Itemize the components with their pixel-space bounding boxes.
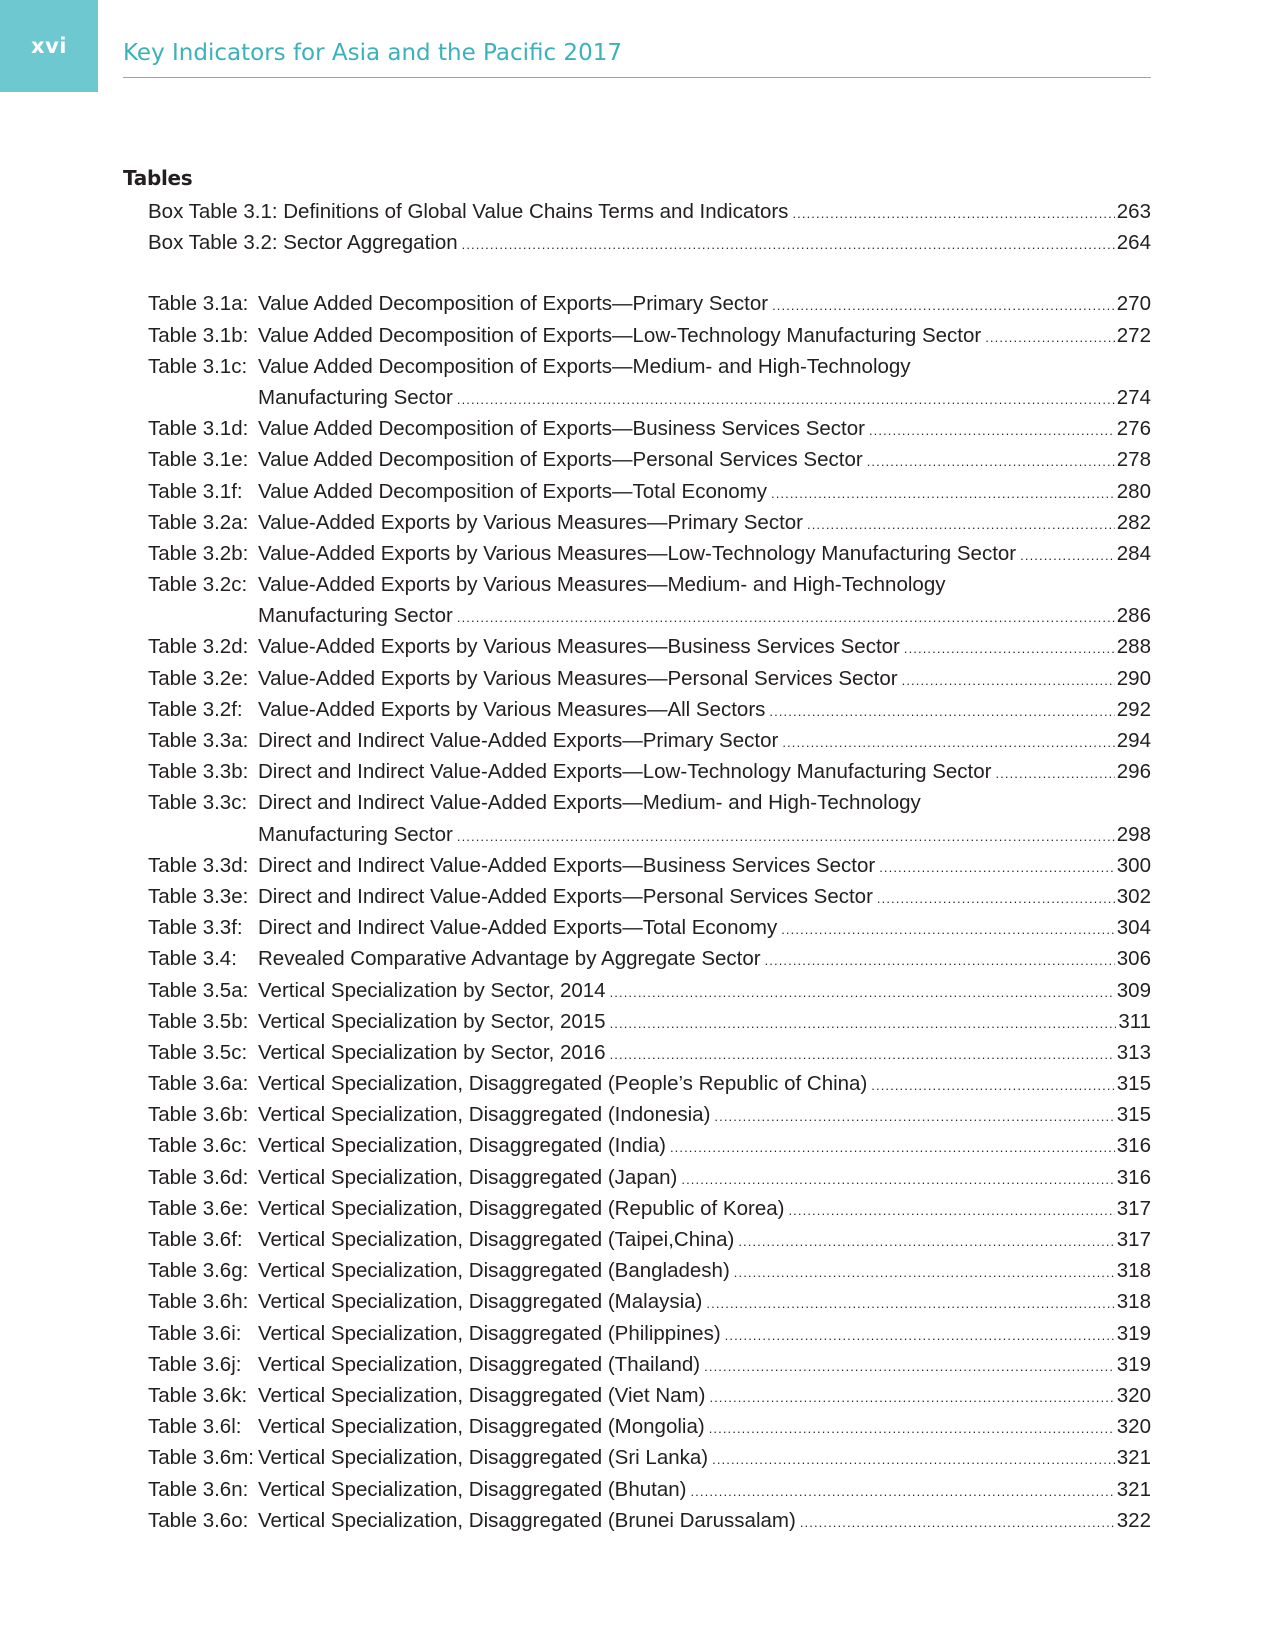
toc-entry-title: Value-Added Exports by Various Measures—Personal Services Sector — [258, 666, 898, 690]
toc-entry[interactable] — [148, 912, 1151, 943]
toc-entry-label: Box Table 3.1: — [148, 200, 278, 223]
dot-leader — [709, 1382, 1114, 1413]
toc-entry-page: 270 — [1116, 292, 1151, 316]
toc-entry-title: Vertical Specialization, Disaggregated (India) — [258, 1134, 666, 1158]
toc-entry-label: Table 3.6b: — [148, 1103, 249, 1127]
toc-entry-page: 278 — [1116, 448, 1151, 472]
section-heading: Tables — [123, 166, 193, 190]
toc-entry-title: Value-Added Exports by Various Measures—All Sectors — [258, 697, 766, 721]
toc-entry-label: Table 3.6k: — [148, 1383, 248, 1407]
toc-entry[interactable] — [148, 1442, 1151, 1473]
toc-entry[interactable] — [148, 444, 1151, 475]
toc-entry-label: Table 3.3a: — [148, 729, 249, 752]
toc-entry-page: 290 — [1116, 666, 1151, 690]
dot-leader — [869, 415, 1115, 446]
toc-entry-page: 272 — [1116, 323, 1151, 347]
toc-entry-title: Value Added Decomposition of Exports—Low-Technology Manufacturing Sector — [258, 323, 982, 347]
dot-leader — [902, 665, 1115, 696]
toc-entry-label: Table 3.6l: — [148, 1415, 242, 1439]
toc-entry-page: 286 — [1116, 604, 1151, 628]
dot-leader — [867, 446, 1115, 477]
running-header-title: Key Indicators for Asia and the Pacific 2017 — [123, 40, 622, 66]
toc-entry-title: Value-Added Exports by Various Measures—Medium- and High-Technology — [258, 573, 946, 597]
toc-entry[interactable] — [148, 787, 1151, 818]
dot-leader — [681, 1164, 1114, 1195]
toc-entry[interactable] — [148, 663, 1151, 694]
dot-leader — [714, 1101, 1114, 1132]
dot-leader — [462, 229, 1115, 260]
toc-entry-title: Direct and Indirect Value-Added Exports—Business Services Sector — [258, 853, 876, 877]
dot-leader — [792, 198, 1114, 229]
toc-entry[interactable] — [148, 756, 1151, 787]
toc-entry-page: 263 — [1116, 200, 1151, 223]
dot-leader — [670, 1132, 1115, 1163]
toc-entry-title: Vertical Specialization, Disaggregated (Thailand) — [258, 1352, 701, 1376]
toc-entry-label: Table 3.1e: — [148, 448, 249, 472]
toc-entry-title: Value-Added Exports by Various Measures—Business Services Sector — [258, 635, 900, 659]
toc-entry[interactable] — [148, 1224, 1151, 1255]
toc-entry-page: 280 — [1116, 479, 1151, 503]
toc-entry-title: Vertical Specialization by Sector, 2015 — [258, 1009, 606, 1033]
toc-entry[interactable] — [148, 1068, 1151, 1099]
toc-entry-title: Revealed Comparative Advantage by Aggregate Sector — [258, 947, 761, 971]
dot-leader — [738, 1226, 1114, 1257]
dot-leader — [610, 1008, 1117, 1039]
toc-entry-page: 321 — [1116, 1477, 1151, 1501]
table-of-contents-list — [148, 196, 1151, 1536]
toc-entry-page: 311 — [1118, 1009, 1151, 1033]
toc-entry-label: Table 3.6j: — [148, 1352, 242, 1376]
toc-entry[interactable] — [148, 476, 1151, 507]
toc-entry-title: Direct and Indirect Value-Added Exports—Primary Sector — [258, 729, 779, 752]
toc-entry-label: Table 3.3d: — [148, 853, 249, 877]
toc-entry-label: Table 3.2f: — [148, 697, 243, 721]
toc-entry-label: Table 3.2c: — [148, 573, 248, 597]
dot-leader — [610, 977, 1115, 1008]
toc-entry-label: Table 3.1b: — [148, 323, 249, 347]
toc-entry[interactable] — [148, 538, 1151, 569]
toc-entry-title: Definitions of Global Value Chains Terms and Indicators — [283, 200, 789, 223]
toc-entry-page: 318 — [1116, 1290, 1151, 1314]
toc-entry[interactable] — [148, 1380, 1151, 1411]
toc-entry-title-continued: Manufacturing Sector — [258, 604, 453, 628]
toc-entry-title: Vertical Specialization, Disaggregated (Malaysia) — [258, 1290, 703, 1314]
toc-entry-page: 316 — [1116, 1165, 1151, 1189]
toc-entry[interactable] — [148, 1037, 1151, 1068]
toc-entry[interactable] — [148, 1130, 1151, 1161]
toc-entry-title: Vertical Specialization, Disaggregated (Brunei Darussalam) — [258, 1508, 796, 1532]
dot-leader — [725, 1320, 1115, 1351]
toc-entry[interactable] — [148, 507, 1151, 538]
toc-entry-title: Value-Added Exports by Various Measures—Low-Technology Manufacturing Sector — [258, 541, 1017, 565]
toc-entry-title: Value Added Decomposition of Exports—Medium- and High-Technology — [258, 354, 911, 378]
toc-entry-title: Value Added Decomposition of Exports—Personal Services Sector — [258, 448, 863, 472]
toc-entry-label: Table 3.6n: — [148, 1477, 249, 1501]
toc-entry-label: Table 3.6h: — [148, 1290, 249, 1314]
toc-entry[interactable] — [148, 694, 1151, 725]
toc-entry-title: Value Added Decomposition of Exports—Business Services Sector — [258, 417, 865, 441]
toc-entry-title: Direct and Indirect Value-Added Exports—Personal Services Sector — [258, 884, 873, 908]
toc-entry[interactable] — [148, 1349, 1151, 1380]
dot-leader — [772, 290, 1115, 321]
dot-leader — [457, 602, 1115, 633]
toc-entry-continuation[interactable] — [148, 819, 1151, 850]
dot-leader — [995, 758, 1114, 789]
toc-entry-title: Vertical Specialization, Disaggregated (Republic of Korea) — [258, 1196, 785, 1220]
toc-entry-page: 274 — [1116, 385, 1151, 409]
toc-entry-label: Table 3.3e: — [148, 884, 249, 908]
dot-leader — [782, 727, 1114, 758]
toc-entry-title: Value Added Decomposition of Exports—Total Economy — [258, 479, 767, 503]
toc-entry-label: Table 3.2e: — [148, 666, 249, 690]
toc-entry-title: Vertical Specialization, Disaggregated (Bhutan) — [258, 1477, 687, 1501]
toc-entry[interactable] — [148, 1286, 1151, 1317]
dot-leader — [771, 478, 1115, 509]
toc-entry[interactable] — [148, 1255, 1151, 1286]
toc-entry-title: Vertical Specialization, Disaggregated (Philippines) — [258, 1321, 721, 1345]
toc-entry-title: Vertical Specialization, Disaggregated (Japan) — [258, 1165, 678, 1189]
toc-entry-title: Vertical Specialization, Disaggregated (Indonesia) — [258, 1103, 711, 1127]
dot-leader — [709, 1413, 1115, 1444]
page-number-tab — [0, 0, 98, 92]
dot-leader — [877, 883, 1115, 914]
toc-entry-page: 298 — [1116, 822, 1151, 846]
toc-entry[interactable] — [148, 196, 1151, 227]
toc-entry-page: 294 — [1116, 729, 1151, 752]
toc-entry[interactable] — [148, 288, 1151, 319]
toc-entry-label: Table 3.6c: — [148, 1134, 248, 1158]
toc-entry[interactable] — [148, 850, 1151, 881]
toc-entry-title: Vertical Specialization, Disaggregated (Sri Lanka) — [258, 1446, 709, 1470]
toc-entry-page: 322 — [1116, 1508, 1151, 1532]
toc-entry-page: 309 — [1116, 978, 1151, 1002]
toc-entry-title-continued: Manufacturing Sector — [258, 822, 453, 846]
toc-entry-page: 320 — [1116, 1383, 1151, 1407]
header-rule — [123, 77, 1151, 78]
dot-leader — [800, 1507, 1115, 1538]
toc-entry-label: Table 3.1c: — [148, 354, 248, 378]
toc-entry-page: 313 — [1116, 1040, 1151, 1064]
toc-entry[interactable] — [148, 227, 1151, 258]
toc-entry-label: Table 3.6i: — [148, 1321, 242, 1345]
toc-entry[interactable] — [148, 975, 1151, 1006]
toc-entry[interactable] — [148, 320, 1151, 351]
toc-entry-title: Vertical Specialization, Disaggregated (Taipei,China) — [258, 1228, 735, 1251]
page-number: xvi — [31, 34, 67, 58]
toc-entry-label: Table 3.2b: — [148, 541, 249, 565]
toc-entry-page: 317 — [1116, 1196, 1151, 1220]
toc-entry[interactable] — [148, 1411, 1151, 1442]
toc-entry-page: 276 — [1116, 417, 1151, 441]
dot-leader — [788, 1195, 1114, 1226]
toc-entry-title: Direct and Indirect Value-Added Exports—Total Economy — [258, 916, 778, 940]
toc-entry-label: Table 3.6e: — [148, 1196, 249, 1220]
toc-entry-title: Vertical Specialization, Disaggregated (People’s Republic of China) — [258, 1072, 868, 1096]
toc-entry-page: 317 — [1116, 1228, 1151, 1251]
toc-entry-label: Table 3.5c: — [148, 1040, 248, 1064]
toc-entry-label: Table 3.5b: — [148, 1009, 249, 1033]
dot-leader — [704, 1351, 1115, 1382]
toc-entry[interactable] — [148, 1505, 1151, 1536]
toc-entry[interactable] — [148, 943, 1151, 974]
toc-entry-label: Table 3.6f: — [148, 1228, 243, 1251]
toc-entry-label: Table 3.2d: — [148, 635, 249, 659]
toc-entry-label: Table 3.2a: — [148, 510, 249, 534]
toc-entry-page: 320 — [1116, 1415, 1151, 1439]
toc-entry-label: Box Table 3.2: — [148, 231, 278, 255]
toc-entry-page: 315 — [1116, 1103, 1151, 1127]
toc-entry[interactable] — [148, 1006, 1151, 1037]
dot-leader — [769, 696, 1114, 727]
toc-entry-label: Table 3.3c: — [148, 791, 248, 815]
toc-entry[interactable] — [148, 881, 1151, 912]
toc-entry[interactable] — [148, 1193, 1151, 1224]
toc-entry-page: 282 — [1116, 510, 1151, 534]
toc-entry-title: Value Added Decomposition of Exports—Primary Sector — [258, 292, 769, 316]
toc-entry[interactable] — [148, 725, 1151, 756]
dot-leader — [457, 821, 1115, 852]
toc-entry-page: 319 — [1116, 1352, 1151, 1376]
toc-entry-label: Table 3.3b: — [148, 760, 249, 784]
toc-entry-title: Direct and Indirect Value-Added Exports—Medium- and High-Technology — [258, 791, 921, 815]
dot-leader — [457, 384, 1115, 415]
toc-entry[interactable] — [148, 413, 1151, 444]
dot-leader — [734, 1257, 1115, 1288]
toc-entry-title: Value-Added Exports by Various Measures—Primary Sector — [258, 510, 803, 534]
dot-leader — [879, 852, 1115, 883]
toc-entry-title: Vertical Specialization, Disaggregated (Bangladesh) — [258, 1259, 730, 1283]
toc-entry-title: Vertical Specialization, Disaggregated (Mongolia) — [258, 1415, 705, 1439]
dot-leader — [807, 509, 1115, 540]
toc-entry-page: 316 — [1116, 1134, 1151, 1158]
dot-leader — [706, 1288, 1114, 1319]
toc-entry[interactable] — [148, 1099, 1151, 1130]
toc-entry-continuation[interactable] — [148, 600, 1151, 631]
toc-entry-page: 292 — [1116, 697, 1151, 721]
toc-entry[interactable] — [148, 351, 1151, 382]
toc-entry-label: Table 3.3f: — [148, 916, 243, 940]
toc-entry-page: 300 — [1116, 853, 1151, 877]
toc-entry-page: 264 — [1116, 231, 1151, 255]
toc-entry-page: 319 — [1116, 1321, 1151, 1345]
toc-entry-label: Table 3.6m: — [148, 1446, 254, 1470]
toc-entry-title: Sector Aggregation — [283, 231, 458, 255]
toc-entry[interactable] — [148, 1474, 1151, 1505]
toc-entry-label: Table 3.6d: — [148, 1165, 249, 1189]
toc-entry-page: 315 — [1116, 1072, 1151, 1096]
toc-entry-label: Table 3.1d: — [148, 417, 249, 441]
dot-leader — [765, 945, 1115, 976]
toc-entry[interactable] — [148, 1318, 1151, 1349]
dot-leader — [690, 1476, 1114, 1507]
dot-leader — [712, 1444, 1115, 1475]
dot-leader — [781, 914, 1115, 945]
toc-entry-page: 306 — [1116, 947, 1151, 971]
toc-entry[interactable] — [148, 1162, 1151, 1193]
toc-entry-page: 304 — [1116, 916, 1151, 940]
toc-entry-page: 318 — [1116, 1259, 1151, 1283]
toc-entry-page: 321 — [1116, 1446, 1151, 1470]
toc-entry-title: Vertical Specialization by Sector, 2014 — [258, 978, 606, 1002]
toc-entry-title: Vertical Specialization, Disaggregated (Viet Nam) — [258, 1383, 706, 1407]
toc-entry-label: Table 3.1a: — [148, 292, 249, 316]
toc-entry-label: Table 3.4: — [148, 947, 237, 971]
toc-entry[interactable] — [148, 569, 1151, 600]
dot-leader — [871, 1070, 1115, 1101]
toc-entry-page: 288 — [1116, 635, 1151, 659]
toc-entry-page: 302 — [1116, 884, 1151, 908]
dot-leader — [1020, 540, 1115, 571]
dot-leader — [985, 322, 1115, 353]
toc-entry-title-continued: Manufacturing Sector — [258, 385, 453, 409]
toc-entry-title: Vertical Specialization by Sector, 2016 — [258, 1040, 606, 1064]
toc-entry-label: Table 3.6a: — [148, 1072, 249, 1096]
toc-entry-label: Table 3.5a: — [148, 978, 249, 1002]
toc-entry-page: 284 — [1116, 541, 1151, 565]
toc-entry-title: Direct and Indirect Value-Added Exports—Low-Technology Manufacturing Sector — [258, 760, 992, 784]
toc-entry-continuation[interactable] — [148, 382, 1151, 413]
toc-entry[interactable] — [148, 631, 1151, 662]
dot-leader — [904, 633, 1115, 664]
toc-entry-page: 296 — [1116, 760, 1151, 784]
dot-leader — [610, 1039, 1115, 1070]
toc-entry-label: Table 3.1f: — [148, 479, 243, 503]
toc-entry-label: Table 3.6o: — [148, 1508, 249, 1532]
toc-entry-label: Table 3.6g: — [148, 1259, 249, 1283]
